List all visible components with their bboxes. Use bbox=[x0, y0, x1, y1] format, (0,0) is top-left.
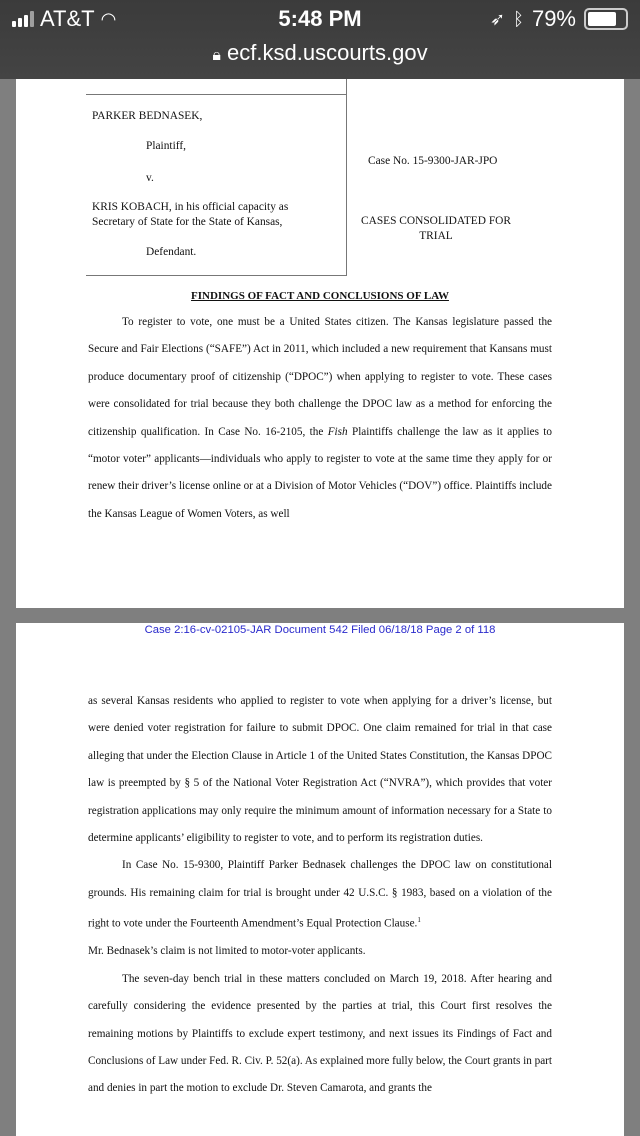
text-italic: Fish bbox=[327, 425, 348, 438]
document-heading: FINDINGS OF FACT AND CONCLUSIONS OF LAW bbox=[191, 290, 449, 302]
paragraph bbox=[88, 852, 552, 938]
paragraph: as several Kansas residents who applied to register to vote when applying for a driver’s license, but were denied voter registration for failure to submit DPOC. One claim remained for trial in that case alleging that under the Election Clause in Article 1 of the United States Constitution, the Kansas DPOC law is preempted by § 5 of the National Voter Registration Act (“NVRA”), which provides that voter registration applications may only require the minimum amount of information necessary for a State to determine applicants’ eligibility to register to vote, and to perform its registration duties. bbox=[88, 695, 552, 845]
url-text: ecf.ksd.uscourts.gov bbox=[227, 40, 428, 65]
pdf-page-1 bbox=[16, 79, 624, 608]
paragraph: Mr. Bednasek’s claim is not limited to motor-voter applicants. bbox=[88, 945, 366, 958]
location-icon: ➶ bbox=[490, 8, 506, 29]
url-bar[interactable] bbox=[0, 40, 640, 66]
intro-paragraph bbox=[88, 309, 552, 528]
text: In Case No. 15-9300, Plaintiff Parker Bednasek challenges the DPOC law on constitutional grounds. His remaining claim for trial is brought under 42 U.S.C. § 1983, based on a violation of the right to vote under the Fourteenth Amendment’s Equal Protection Clause. bbox=[88, 859, 552, 930]
page2-body bbox=[88, 688, 552, 1103]
defendant-line-1: KRIS KOBACH, in his official capacity as bbox=[92, 201, 289, 213]
plaintiff-role: Plaintiff, bbox=[146, 140, 186, 152]
paragraph: The seven-day bench trial in these matters concluded on March 19, 2018. After hearing and carefully considering the evidence presented by the parties at trial, this Court first resolves the remaining motions by Plaintiffs to exclude expert testimony, and next issues its Findings of Fact and Conclusions of Law under Fed. R. Civ. P. 52(a). As explained more fully below, the Court grants in part and denies in part the motion to exclude Dr. Steven Camarota, and grants the bbox=[88, 972, 552, 1095]
defendant-line-2: Secretary of State for the State of Kansas, bbox=[92, 216, 283, 228]
text: Plaintiffs challenge the law as it applies to “motor voter” applicants—individuals who apply to register to vote at the same time they apply for or renew their driver’s license online or at a Division of Motor Vehicles (“DOV”) office. Plaintiffs include the Kansas League of Women Voters, as well bbox=[88, 425, 552, 520]
versus: v. bbox=[146, 172, 154, 184]
text: To register to vote, one must be a United States citizen. The Kansas legislature passed the Secure and Fair Elections (“SAFE”) Act in 2011, which included a new requirement that Kansans must produce documentary proof of citizenship (“DPOC”) when applying to register to vote. These cases were consolidated for trial because they both challenge the DPOC law as a method for enforcing the citizenship qualification. In Case No. 16-2105, the bbox=[88, 316, 552, 438]
consolidated-line-1: CASES CONSOLIDATED FOR bbox=[361, 215, 511, 227]
caption-rule-top bbox=[86, 94, 347, 95]
wifi-icon: ◠ bbox=[100, 8, 117, 29]
footnote-mark[interactable]: 1 bbox=[417, 916, 421, 925]
bluetooth-icon: ᛒ bbox=[513, 8, 524, 29]
carrier-name: AT&T bbox=[40, 6, 95, 31]
caption-rule-bottom bbox=[86, 275, 347, 276]
clock: 5:48 PM bbox=[278, 6, 362, 31]
defendant-role: Defendant. bbox=[146, 246, 197, 258]
battery-percent: 79% bbox=[531, 6, 576, 31]
browser-status-bar bbox=[0, 0, 640, 79]
caption-divider bbox=[346, 79, 347, 276]
battery-icon bbox=[584, 8, 628, 30]
pdf-page-2 bbox=[16, 623, 624, 1136]
case-number: Case No. 15-9300-JAR-JPO bbox=[368, 155, 498, 167]
consolidated-line-2: TRIAL bbox=[419, 230, 453, 242]
plaintiff-name: PARKER BEDNASEK, bbox=[92, 110, 203, 122]
ecf-header: Case 2:16-cv-02105-JAR Document 542 Filed 06/18/18 Page 2 of 118 bbox=[144, 624, 496, 636]
lock-icon: 🔒︎ bbox=[212, 47, 221, 64]
